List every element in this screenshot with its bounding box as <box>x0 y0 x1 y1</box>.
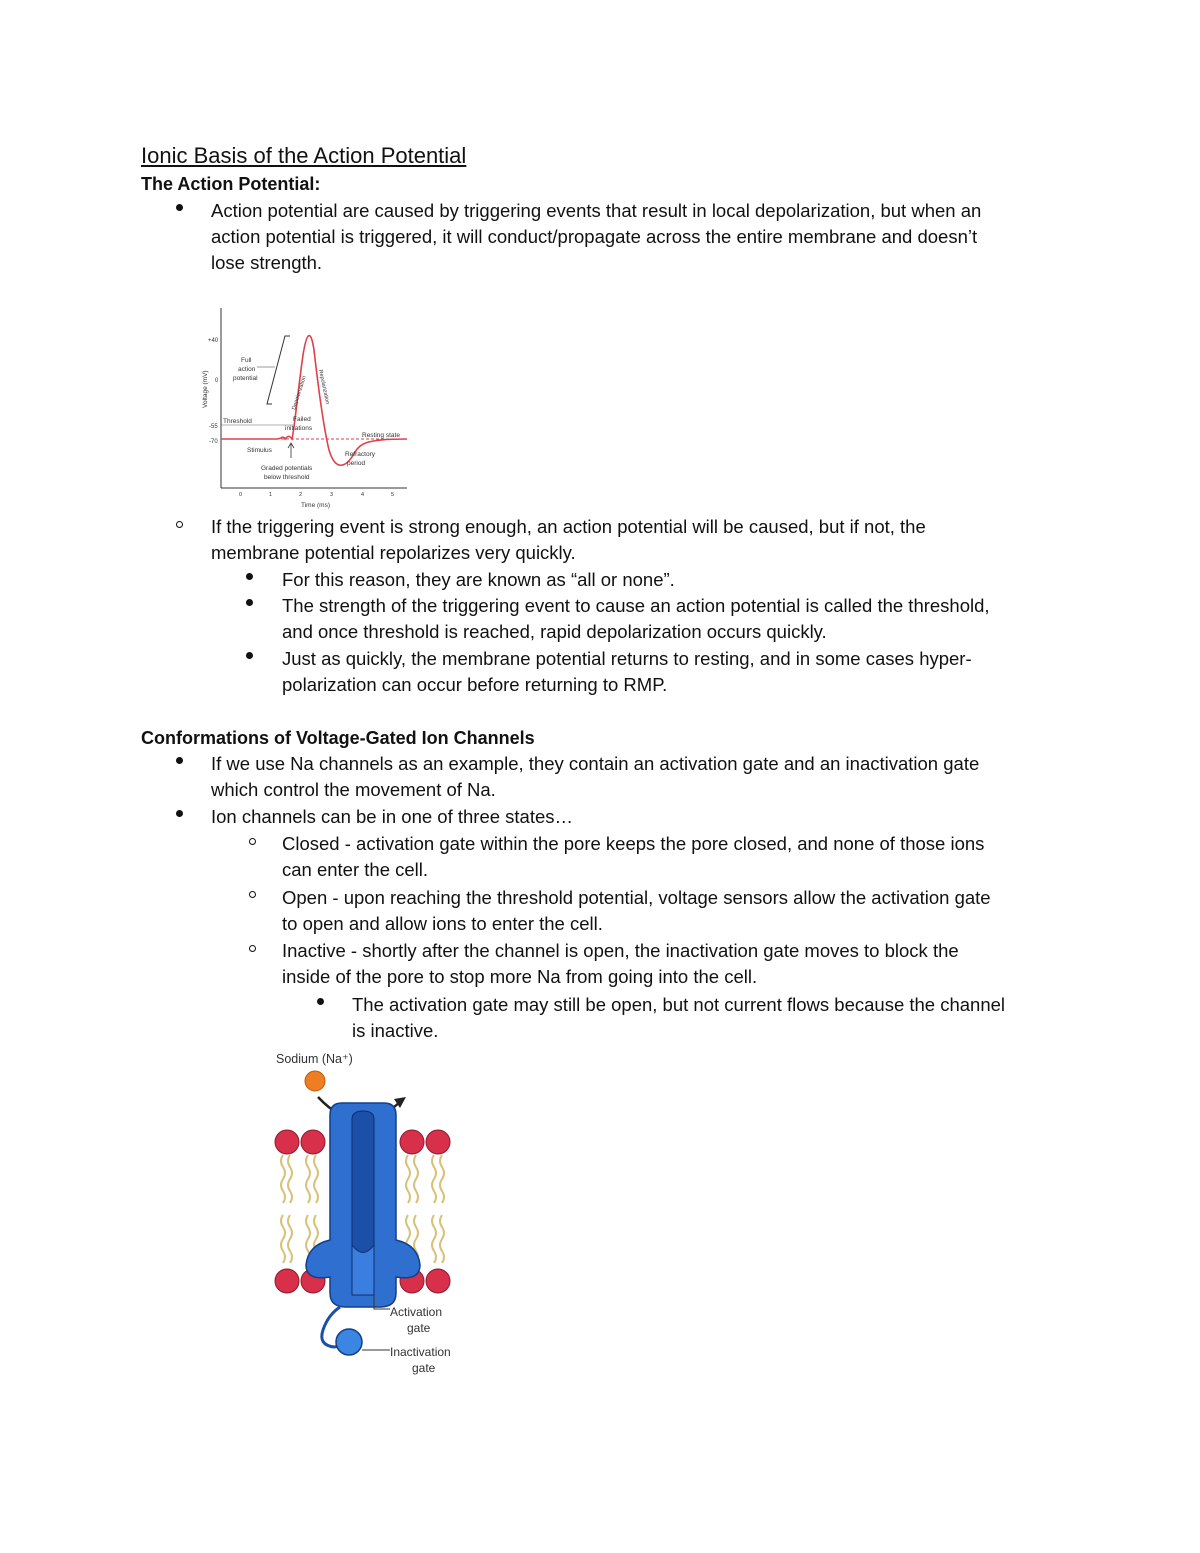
paragraph-line: can enter the cell. <box>282 859 429 880</box>
paragraph-line: action potential is triggered, it will conduct/propagate across the entire membrane and doesn’t <box>211 226 978 247</box>
paragraph-line: If we use Na channels as an example, they contain an activation gate and an inactivation gate <box>211 753 980 774</box>
paragraph-line: which control the movement of Na. <box>211 779 496 800</box>
label-threshold: Threshold <box>223 418 252 425</box>
paragraph-line: Closed - activation gate within the pore keeps the pore closed, and none of those ions <box>282 833 985 854</box>
paragraph-line: Action potential are caused by triggering events that result in local depolarization, but when an <box>211 200 982 221</box>
bullet-ring <box>176 521 183 528</box>
full-ap-bracket <box>267 336 290 404</box>
paragraph-line: to open and allow ions to enter the cell. <box>282 913 603 934</box>
label-failed: Failed <box>293 416 311 423</box>
x-tick: 1 <box>269 492 273 498</box>
label-repolarization: Repolarization <box>317 369 331 405</box>
paragraph-line: The strength of the triggering event to cause an action potential is called the threshold, <box>282 595 990 616</box>
bullet-dot <box>246 573 253 580</box>
label-full: Full <box>241 357 252 364</box>
inactivation-gate <box>336 1329 362 1355</box>
bullet-dot <box>246 652 253 659</box>
paragraph-line: Just as quickly, the membrane potential returns to resting, and in some cases hyper- <box>282 648 972 669</box>
label-resting: Resting state <box>362 432 400 439</box>
y-tick: -55 <box>209 424 218 430</box>
paragraph-line: inside of the pore to stop more Na from going into the cell. <box>282 966 758 987</box>
x-tick: 3 <box>330 492 334 498</box>
bullet-dot <box>176 810 183 817</box>
bullet-dot <box>317 998 324 1005</box>
paragraph-line: polarization can occur before returning to RMP. <box>282 674 668 695</box>
label-full: potential <box>233 375 258 382</box>
inactivation-label: Inactivation <box>390 1345 451 1359</box>
bullet-ring <box>249 838 256 845</box>
paragraph-line: Inactive - shortly after the channel is open, the inactivation gate moves to block the <box>282 940 959 961</box>
activation-label: Activation <box>390 1305 443 1319</box>
label-full: action <box>238 366 256 373</box>
y-tick: -70 <box>209 439 218 445</box>
x-tick: 2 <box>299 492 303 498</box>
paragraph-line: lose strength. <box>211 252 323 273</box>
activation-label: gate <box>407 1321 431 1335</box>
x-axis-label: Time (ms) <box>301 502 331 509</box>
label-refractory: period <box>347 460 366 467</box>
paragraph-line: If the triggering event is strong enough, an action potential will be caused, but if not, the <box>211 516 926 537</box>
paragraph-line: membrane potential repolarizes very quickly. <box>211 542 576 563</box>
bullet-ring <box>249 945 256 952</box>
action-potential-curve <box>221 336 407 466</box>
activation-gate <box>352 1245 374 1295</box>
sodium-ion <box>305 1071 325 1091</box>
sodium-label: Sodium (Na⁺) <box>276 1052 353 1066</box>
bullet-ring <box>249 891 256 898</box>
action-potential-graph <box>195 300 415 512</box>
y-axis-label: Voltage (mV) <box>202 370 209 408</box>
label-depolarization: Depolarization <box>291 375 308 411</box>
x-tick: 4 <box>361 492 365 498</box>
bullet-dot <box>176 204 183 211</box>
inactivation-label: gate <box>412 1361 436 1375</box>
paragraph-line: For this reason, they are known as “all or none”. <box>282 569 675 590</box>
bullet-dot <box>246 599 253 606</box>
x-tick: 5 <box>391 492 395 498</box>
label-failed: initiations <box>285 425 313 432</box>
label-stimulus: Stimulus <box>247 447 272 454</box>
label-graded: Graded potentials <box>261 465 313 472</box>
paragraph-line: is inactive. <box>352 1020 439 1041</box>
y-tick: +40 <box>208 338 219 344</box>
bullet-dot <box>176 757 183 764</box>
section-heading-conformations: Conformations of Voltage-Gated Ion Channels <box>141 728 535 748</box>
section-heading-action-potential: The Action Potential: <box>141 174 321 194</box>
paragraph-line: The activation gate may still be open, but not current flows because the channel <box>352 994 1006 1015</box>
label-refractory: Refractory <box>345 451 375 458</box>
paragraph-line: and once threshold is reached, rapid depolarization occurs quickly. <box>282 621 827 642</box>
x-tick: 0 <box>239 492 243 498</box>
paragraph-line: Ion channels can be in one of three states… <box>211 806 574 827</box>
paragraph-line: Open - upon reaching the threshold potential, voltage sensors allow the activation gate <box>282 887 991 908</box>
y-tick: 0 <box>215 378 219 384</box>
page-title: Ionic Basis of the Action Potential <box>141 143 467 168</box>
sodium-channel-figure <box>268 1045 473 1380</box>
label-graded: below threshold <box>264 474 310 481</box>
